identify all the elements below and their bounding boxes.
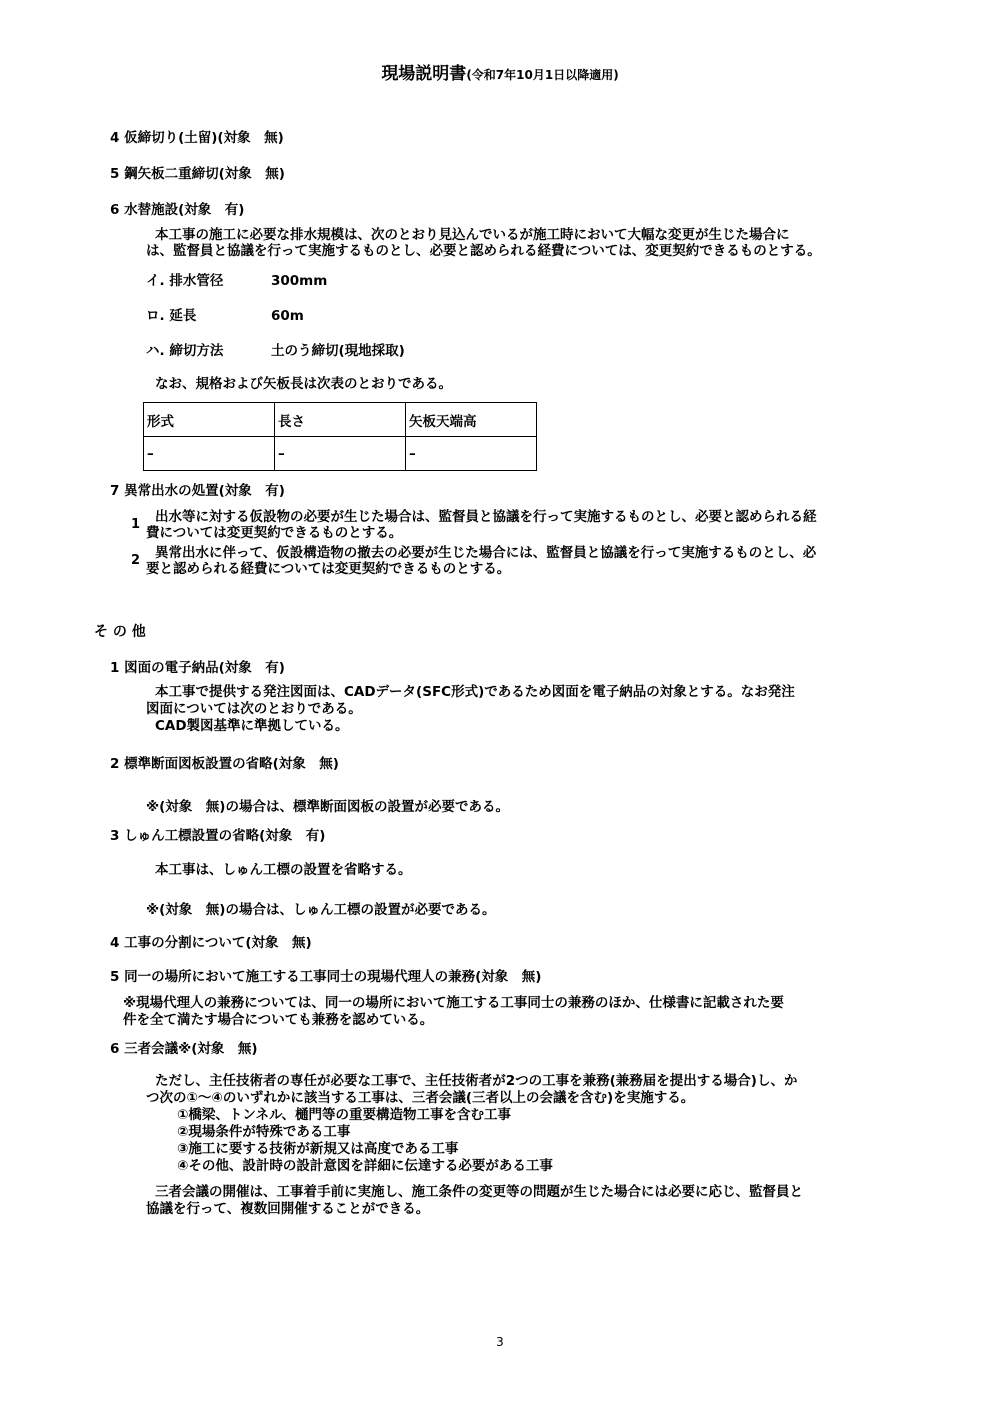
sheet-pile-table [143, 402, 537, 471]
other-6-line2: つ次の①～④のいずれかに該当する工事は、三者会議(三者以上の会議を含む)を実施する。 [146, 1090, 695, 1106]
other-1-heading: 1 図面の電子納品(対象 有) [110, 660, 285, 676]
other-1-line3: CAD製図基準に準拠している。 [155, 718, 349, 734]
item-4-heading: 4 仮締切り(土留)(対象 無) [110, 130, 284, 146]
other-6-list-item: ②現場条件が特殊である工事 [177, 1124, 351, 1140]
table-header-row [144, 403, 537, 437]
spec-label-pipe: イ. 排水管径 [146, 273, 224, 289]
other-3-line1: 本工事は、しゅん工標の設置を省略する。 [155, 862, 412, 878]
other-6-list-item: ④その他、設計時の設計意図を詳細に伝達する必要がある工事 [177, 1158, 553, 1174]
other-6-line1: ただし、主任技術者の専任が必要な工事で、主任技術者が2つの工事を兼務(兼務届を提出する場合)し、か [155, 1073, 798, 1089]
item-7-sub1-line2: 費については変更契約できるものとする。 [146, 525, 403, 541]
other-3-heading: 3 しゅん工標設置の省略(対象 有) [110, 828, 326, 844]
table-header-cell: 長さ [275, 403, 406, 437]
spec-value-length: 60m [271, 308, 304, 324]
other-1-line1: 本工事で提供する発注図面は、CADデータ(SFC形式)であるため図面を電子納品の対象とする。なお発注 [155, 684, 795, 700]
other-5-heading: 5 同一の場所において施工する工事同士の現場代理人の兼務(対象 無) [110, 969, 542, 985]
table-cell: – [144, 437, 275, 471]
other-6-line3: 三者会議の開催は、工事着手前に実施し、施工条件の変更等の問題が生じた場合には必要に応じ、監督員と [155, 1184, 803, 1200]
item-7-sub1-number: 1 [131, 517, 141, 532]
spec-label-length: ロ. 延長 [146, 308, 197, 324]
other-2-note: ※(対象 無)の場合は、標準断面図板の設置が必要である。 [146, 799, 509, 815]
item-6-paragraph-line2: は、監督員と協議を行って実施するものとし、必要と認められる経費については、変更契約できるものとする。 [146, 243, 821, 259]
other-6-list-item: ③施工に要する技術が新規又は高度である工事 [177, 1141, 459, 1157]
other-5-line1: ※現場代理人の兼務については、同一の場所において施工する工事同士の兼務のほか、仕様書に記載された要 [123, 995, 784, 1011]
other-1-line2: 図面については次のとおりである。 [146, 701, 362, 717]
table-header-cell: 矢板天端高 [406, 403, 537, 437]
spec-value-method: 土のう締切(現地採取) [271, 343, 405, 359]
other-6-list-item: ①橋梁、トンネル、樋門等の重要構造物工事を含む工事 [177, 1107, 511, 1123]
table-cell: – [275, 437, 406, 471]
table-header-cell: 形式 [144, 403, 275, 437]
item-7-sub2-line1: 異常出水に伴って、仮設構造物の撤去の必要が生じた場合には、監督員と協議を行って実施するものとし、必 [155, 545, 817, 561]
item-7-heading: 7 異常出水の処置(対象 有) [110, 483, 285, 499]
spec-label-method: ハ. 締切方法 [146, 343, 224, 359]
page-number: 3 [496, 1335, 504, 1349]
item-6-paragraph-line1: 本工事の施工に必要な排水規模は、次のとおり見込んでいるが施工時において大幅な変更が生じた場合に [155, 227, 790, 243]
other-2-heading: 2 標準断面図板設置の省略(対象 無) [110, 756, 339, 772]
section-other-heading: そ の 他 [94, 624, 146, 640]
other-6-heading: 6 三者会議※(対象 無) [110, 1041, 258, 1057]
table-cell: – [406, 437, 537, 471]
title-subtitle: (令和7年10月1日以降適用) [466, 68, 619, 82]
page-title [0, 64, 1000, 85]
other-3-note: ※(対象 無)の場合は、しゅん工標の設置が必要である。 [146, 902, 496, 918]
item-7-sub2-line2: 要と認められる経費については変更契約できるものとする。 [146, 561, 511, 577]
title-main: 現場説明書 [381, 64, 467, 84]
item-6-heading: 6 水替施設(対象 有) [110, 202, 245, 218]
item-7-sub2-number: 2 [131, 553, 141, 568]
item-5-heading: 5 鋼矢板二重締切(対象 無) [110, 166, 285, 182]
other-5-line2: 件を全て満たす場合についても兼務を認めている。 [123, 1012, 434, 1028]
item-6-table-note: なお、規格および矢板長は次表のとおりである。 [155, 376, 452, 392]
other-6-line4: 協議を行って、複数回開催することができる。 [146, 1201, 430, 1217]
table-row [144, 437, 537, 471]
item-7-sub1-line1: 出水等に対する仮設物の必要が生じた場合は、監督員と協議を行って実施するものとし、必要と認められる経 [155, 509, 817, 525]
other-4-heading: 4 工事の分割について(対象 無) [110, 935, 312, 951]
spec-value-pipe: 300mm [271, 273, 328, 289]
